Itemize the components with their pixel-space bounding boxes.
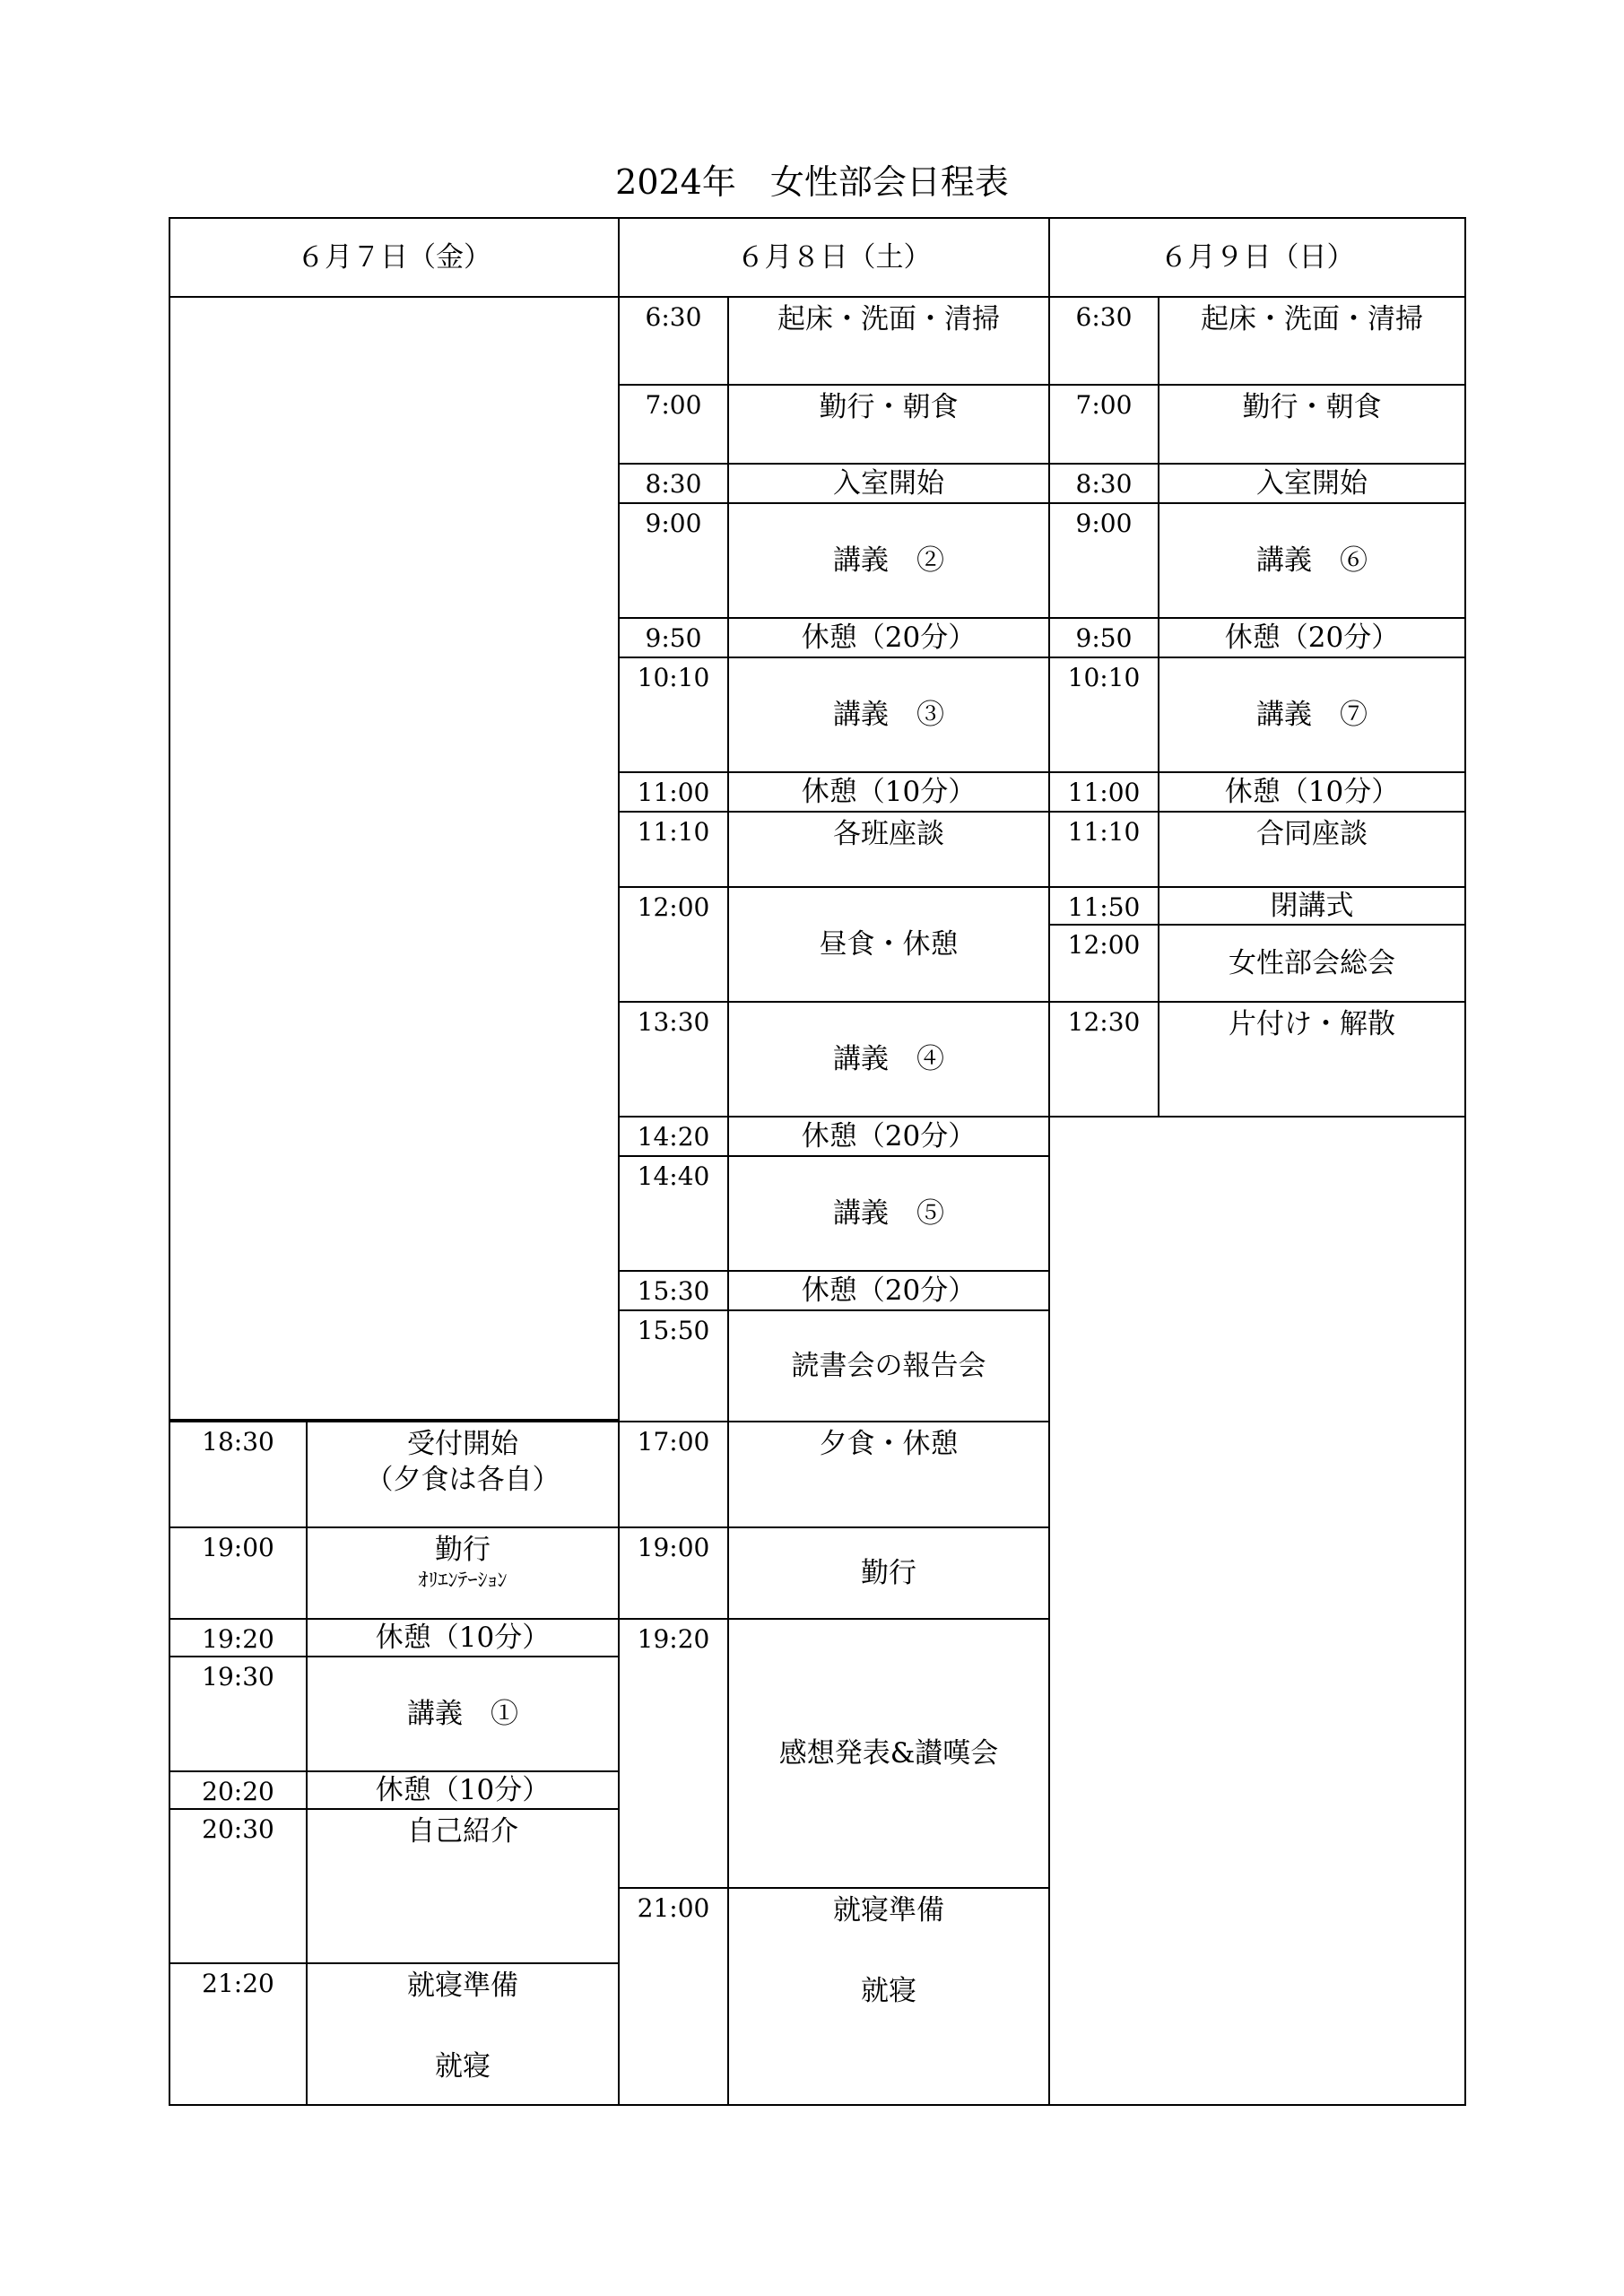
- day1-activity-6-line-0: 就寝準備: [407, 1970, 518, 2002]
- day1-activity-1: [306, 1526, 620, 1620]
- day2-time-3: 9:00: [618, 502, 729, 619]
- day1-time-0: 18:30: [169, 1421, 308, 1528]
- day3-activity-1: [1158, 384, 1466, 465]
- day1-activity-0-line-1: （夕食は各自）: [365, 1464, 560, 1496]
- day3-activity-8-line-0: 閉講式: [1270, 890, 1354, 922]
- day2-activity-0: [727, 296, 1050, 386]
- day2-activity-13: [727, 1309, 1050, 1422]
- day3-time-4: 9:50: [1048, 617, 1159, 658]
- day1-activity-6: [306, 1962, 620, 2106]
- day2-activity-0-line-0: 起床・洗面・清掃: [777, 303, 1000, 335]
- day2-activity-11-line-0: 講義 ⑤: [833, 1197, 944, 1230]
- day3-activity-2-line-0: 入室開始: [1256, 467, 1368, 500]
- day3-activity-1-line-0: 勤行・朝食: [1242, 391, 1382, 423]
- day3-activity-9-line-0: 女性部会総会: [1229, 947, 1395, 979]
- day1-activity-4-line-0: 休憩（10分）: [375, 1774, 551, 1806]
- day2-time-7: 11:10: [618, 811, 729, 888]
- day3-activity-8: [1158, 886, 1466, 926]
- day2-time-13: 15:50: [618, 1309, 729, 1422]
- day1-time-6: 21:20: [169, 1962, 308, 2106]
- day3-activity-0-line-0: 起床・洗面・清掃: [1201, 303, 1423, 335]
- day3-activity-7: [1158, 811, 1466, 888]
- day2-time-6: 11:00: [618, 771, 729, 813]
- day3-activity-10: [1158, 1001, 1466, 1118]
- day2-time-12: 15:30: [618, 1270, 729, 1311]
- day2-activity-5: [727, 657, 1050, 773]
- day3-activity-4: [1158, 617, 1466, 658]
- day3-activity-2: [1158, 463, 1466, 504]
- day2-activity-1-line-0: 勤行・朝食: [819, 391, 959, 423]
- day2-time-15: 19:00: [618, 1526, 729, 1620]
- day1-activity-2-line-0: 休憩（10分）: [375, 1622, 551, 1654]
- day2-time-11: 14:40: [618, 1155, 729, 1272]
- day1-activity-0: [306, 1421, 620, 1528]
- day3-activity-9: [1158, 924, 1466, 1003]
- day2-activity-12-line-0: 休憩（20分）: [801, 1274, 977, 1307]
- day3-time-7: 11:10: [1048, 811, 1159, 888]
- day2-time-4: 9:50: [618, 617, 729, 658]
- day2-activity-8: [727, 886, 1050, 1003]
- day1-time-1: 19:00: [169, 1526, 308, 1620]
- day3-activity-3: [1158, 502, 1466, 619]
- day3-activity-4-line-0: 休憩（20分）: [1224, 622, 1400, 654]
- day1-time-2: 19:20: [169, 1618, 308, 1657]
- day2-activity-14-line-0: 夕食・休憩: [819, 1428, 959, 1460]
- day2-activity-16-line-0: 感想発表&讃嘆会: [778, 1737, 999, 1770]
- day2-activity-3-line-0: 講義 ②: [833, 544, 944, 577]
- day1-activity-4: [306, 1770, 620, 1810]
- day3-activity-5-line-0: 講義 ⑦: [1256, 699, 1368, 731]
- day1-empty-area: [169, 296, 620, 1421]
- day2-activity-2: [727, 463, 1050, 504]
- day2-activity-15: [727, 1526, 1050, 1620]
- day2-time-9: 13:30: [618, 1001, 729, 1118]
- day2-activity-11: [727, 1155, 1050, 1272]
- day3-time-6: 11:00: [1048, 771, 1159, 813]
- day3-time-8: 11:50: [1048, 886, 1159, 926]
- day3-activity-5: [1158, 657, 1466, 773]
- day2-time-5: 10:10: [618, 657, 729, 773]
- day3-activity-6-line-0: 休憩（10分）: [1224, 776, 1400, 808]
- day2-activity-15-line-0: 勤行: [861, 1557, 916, 1589]
- day1-activity-2: [306, 1618, 620, 1657]
- day2-activity-10-line-0: 休憩（20分）: [801, 1120, 977, 1152]
- day1-activity-5-line-0: 自己紹介: [407, 1815, 518, 1848]
- day3-empty-area: [1048, 1116, 1466, 2106]
- day3-time-2: 8:30: [1048, 463, 1159, 504]
- day1-time-4: 20:20: [169, 1770, 308, 1810]
- day2-time-0: 6:30: [618, 296, 729, 386]
- day1-time-5: 20:30: [169, 1808, 308, 1964]
- page-title: 2024年 女性部会日程表: [615, 162, 1009, 202]
- day3-time-0: 6:30: [1048, 296, 1159, 386]
- day2-activity-3: [727, 502, 1050, 619]
- header-day2: ６月８日（土）: [618, 217, 1050, 298]
- day3-activity-7-line-0: 合同座談: [1256, 818, 1368, 850]
- day2-activity-4-line-0: 休憩（20分）: [801, 622, 977, 654]
- day3-time-3: 9:00: [1048, 502, 1159, 619]
- day2-activity-4: [727, 617, 1050, 658]
- day1-activity-1-line-0: 勤行: [434, 1534, 491, 1566]
- day2-activity-1: [727, 384, 1050, 465]
- day2-activity-9: [727, 1001, 1050, 1118]
- header-day1: ６月７日（金）: [169, 217, 620, 298]
- day2-activity-6: [727, 771, 1050, 813]
- day3-time-10: 12:30: [1048, 1001, 1159, 1118]
- day2-activity-2-line-0: 入室開始: [833, 467, 944, 500]
- day3-time-9: 12:00: [1048, 924, 1159, 1003]
- day3-time-1: 7:00: [1048, 384, 1159, 465]
- day1-time-3: 19:30: [169, 1656, 308, 1772]
- day2-activity-10: [727, 1116, 1050, 1157]
- day2-time-2: 8:30: [618, 463, 729, 504]
- day1-activity-6-line-1: 就寝: [435, 2050, 491, 2083]
- day3-activity-10-line-0: 片付け・解散: [1229, 1008, 1395, 1040]
- day2-activity-17-line-1: 就寝: [861, 1975, 916, 2007]
- day3-activity-0: [1158, 296, 1466, 386]
- day2-time-17: 21:00: [618, 1887, 729, 2106]
- day2-activity-9-line-0: 講義 ④: [833, 1043, 944, 1075]
- day1-activity-1-line-1: ｵﾘｴﾝﾃｰｼｮﾝ: [418, 1570, 508, 1592]
- day1-activity-3-line-0: 講義 ①: [407, 1698, 518, 1730]
- header-day3: ６月９日（日）: [1048, 217, 1466, 298]
- day2-time-1: 7:00: [618, 384, 729, 465]
- day2-time-8: 12:00: [618, 886, 729, 1003]
- day1-activity-3: [306, 1656, 620, 1772]
- day2-activity-7: [727, 811, 1050, 888]
- day2-activity-7-line-0: 各班座談: [833, 818, 944, 850]
- day2-activity-5-line-0: 講義 ③: [833, 699, 944, 731]
- day1-activity-0-line-0: 受付開始: [407, 1428, 518, 1460]
- day2-activity-17: [727, 1887, 1050, 2106]
- day3-activity-6: [1158, 771, 1466, 813]
- day2-time-14: 17:00: [618, 1421, 729, 1528]
- day2-activity-14: [727, 1421, 1050, 1528]
- day2-activity-16: [727, 1618, 1050, 1889]
- day1-activity-5: [306, 1808, 620, 1964]
- day2-time-10: 14:20: [618, 1116, 729, 1157]
- day3-time-5: 10:10: [1048, 657, 1159, 773]
- day2-activity-13-line-0: 読書会の報告会: [791, 1350, 986, 1382]
- day2-activity-8-line-0: 昼食・休憩: [819, 928, 959, 961]
- day3-activity-3-line-0: 講義 ⑥: [1256, 544, 1368, 577]
- day2-activity-6-line-0: 休憩（10分）: [801, 776, 977, 808]
- day2-activity-12: [727, 1270, 1050, 1311]
- day2-time-16: 19:20: [618, 1618, 729, 1889]
- day2-activity-17-line-0: 就寝準備: [833, 1894, 944, 1926]
